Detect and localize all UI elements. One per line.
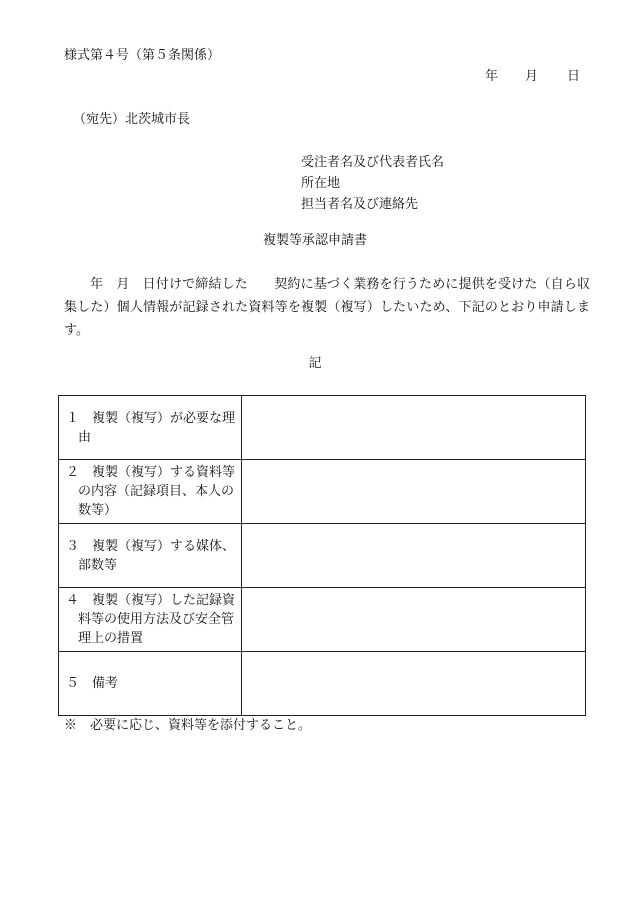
ki-heading: 記 xyxy=(308,356,322,371)
row-value-cell xyxy=(242,460,586,524)
date-year-label: 年 xyxy=(485,69,499,84)
row-value-cell xyxy=(242,588,586,652)
row-label-cell xyxy=(59,524,242,588)
table-row xyxy=(59,588,586,652)
row-label: ５ 備考 xyxy=(66,676,119,691)
addressee: （宛先）北茨城市長 xyxy=(73,112,191,127)
row-label: １ 複製（複写）が必要な理由 xyxy=(66,410,236,445)
applicant-block xyxy=(301,152,444,215)
date-day-label: 日 xyxy=(567,69,581,84)
applicant-address-label: 所在地 xyxy=(301,176,341,191)
date-line xyxy=(485,69,580,85)
row-label: ４ 複製（複写）した記録資料等の使用方法及び安全管理上の措置 xyxy=(66,593,236,646)
row-label: ３ 複製（複写）する媒体、部数等 xyxy=(66,538,236,573)
row-value-cell xyxy=(242,652,586,716)
body-paragraph: 年 月 日付けで締結した 契約に基づく業務を行うために提供を受けた（自ら収集した）個人情報が記録された資料等を複製（複写）したいため、下記のとおり申請します。 xyxy=(64,277,590,338)
date-month-label: 月 xyxy=(525,69,539,84)
row-label-cell xyxy=(59,652,242,716)
document-title: 複製等承認申請書 xyxy=(262,233,367,248)
row-label-cell xyxy=(59,460,242,524)
form-number: 様式第４号（第５条関係） xyxy=(64,48,221,63)
row-label: ２ 複製（複写）する資料等の内容（記録項目、本人の数等） xyxy=(66,465,236,518)
attachment-note: ※ 必要に応じ、資料等を添付すること。 xyxy=(64,718,312,733)
table-row xyxy=(59,524,586,588)
applicant-contact-label: 担当者名及び連絡先 xyxy=(301,197,419,212)
applicant-name-label: 受注者名及び代表者氏名 xyxy=(301,155,445,170)
row-value-cell xyxy=(242,524,586,588)
table-row xyxy=(59,460,586,524)
table-row xyxy=(59,396,586,460)
row-label-cell xyxy=(59,588,242,652)
table-row xyxy=(59,652,586,716)
row-value-cell xyxy=(242,396,586,460)
items-table xyxy=(58,395,586,716)
row-label-cell xyxy=(59,396,242,460)
